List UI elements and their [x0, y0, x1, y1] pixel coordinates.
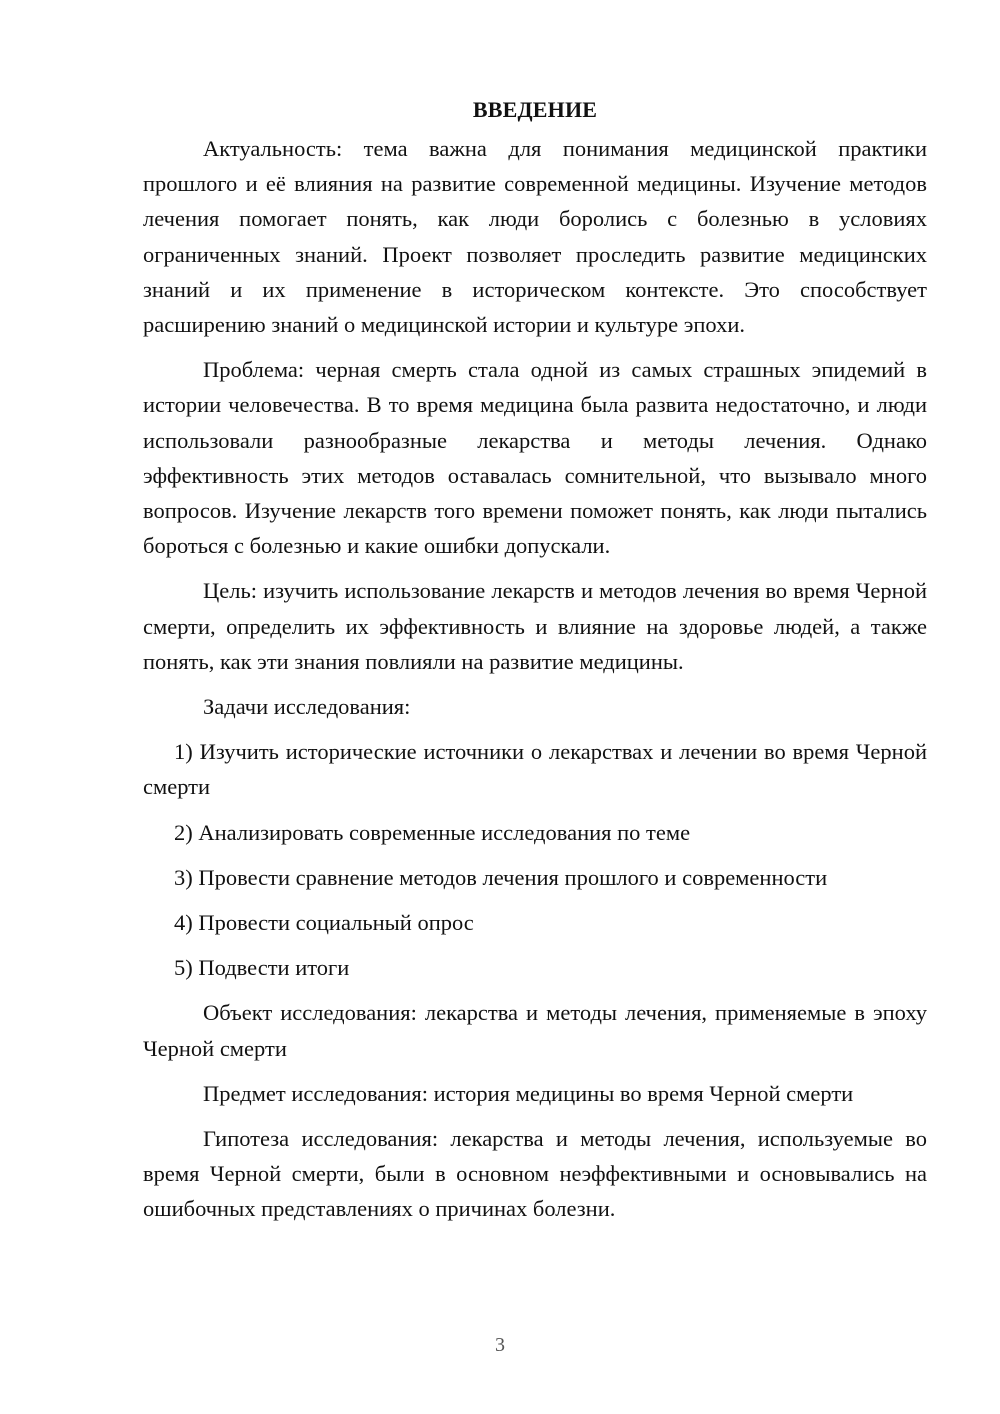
- paragraph-goal: Цель: изучить использование лекарств и методов лечения во время Черной смерти, определить их эффективность и влияние на здоровье людей, а также понять, как эти знания повлияли на развитие медицины.: [143, 578, 927, 674]
- paragraph-hypothesis: Гипотеза исследования: лекарства и методы лечения, используемые во время Черной смерти, были в основном неэффективными и основывались на ошибочных представлениях о причинах болезни.: [143, 1126, 927, 1222]
- task-item-3: 3) Провести сравнение методов лечения прошлого и современности: [174, 864, 828, 890]
- paragraph-problem: Проблема: черная смерть стала одной из самых страшных эпидемий в истории человечества. В то время медицина была развита недостаточно, и люди использовали разнообразные лекарства и методы лечения. Однако эффективность этих методов оставалась сомнительной, что вызывало много вопросов. Изучение лекарств того времени поможет понять, как люди пытались бороться с болезнью и какие ошибки допускали.: [143, 357, 927, 559]
- paragraph-subject: Предмет исследования: история медицины во время Черной смерти: [203, 1080, 854, 1106]
- task-item-4: 4) Провести социальный опрос: [174, 910, 474, 936]
- tasks-heading: Задачи исследования:: [203, 694, 411, 720]
- page-title: ВВЕДЕНИЕ: [472, 97, 598, 122]
- page-number: 3: [495, 1334, 505, 1356]
- task-item-5: 5) Подвести итоги: [174, 955, 350, 981]
- task-item-2: 2) Анализировать современные исследования по теме: [174, 819, 691, 845]
- task-item-1: 1) Изучить исторические источники о лекарствах и лечении во время Черной смерти: [143, 739, 927, 800]
- paragraph-object: Объект исследования: лекарства и методы лечения, применяемые в эпоху Черной смерти: [143, 1000, 927, 1061]
- document-page: [143, 94, 927, 1227]
- paragraph-relevance: Актуальность: тема важна для понимания медицинской практики прошлого и её влияния на развитие современной медицины. Изучение методов лечения помогает понять, как люди боролись с болезнью в условиях ограниченных знаний. Проект позволяет проследить развитие медицинских знаний и их применение в историческом контексте. Это способствует расширению знаний о медицинской истории и культуре эпохи.: [143, 136, 927, 338]
